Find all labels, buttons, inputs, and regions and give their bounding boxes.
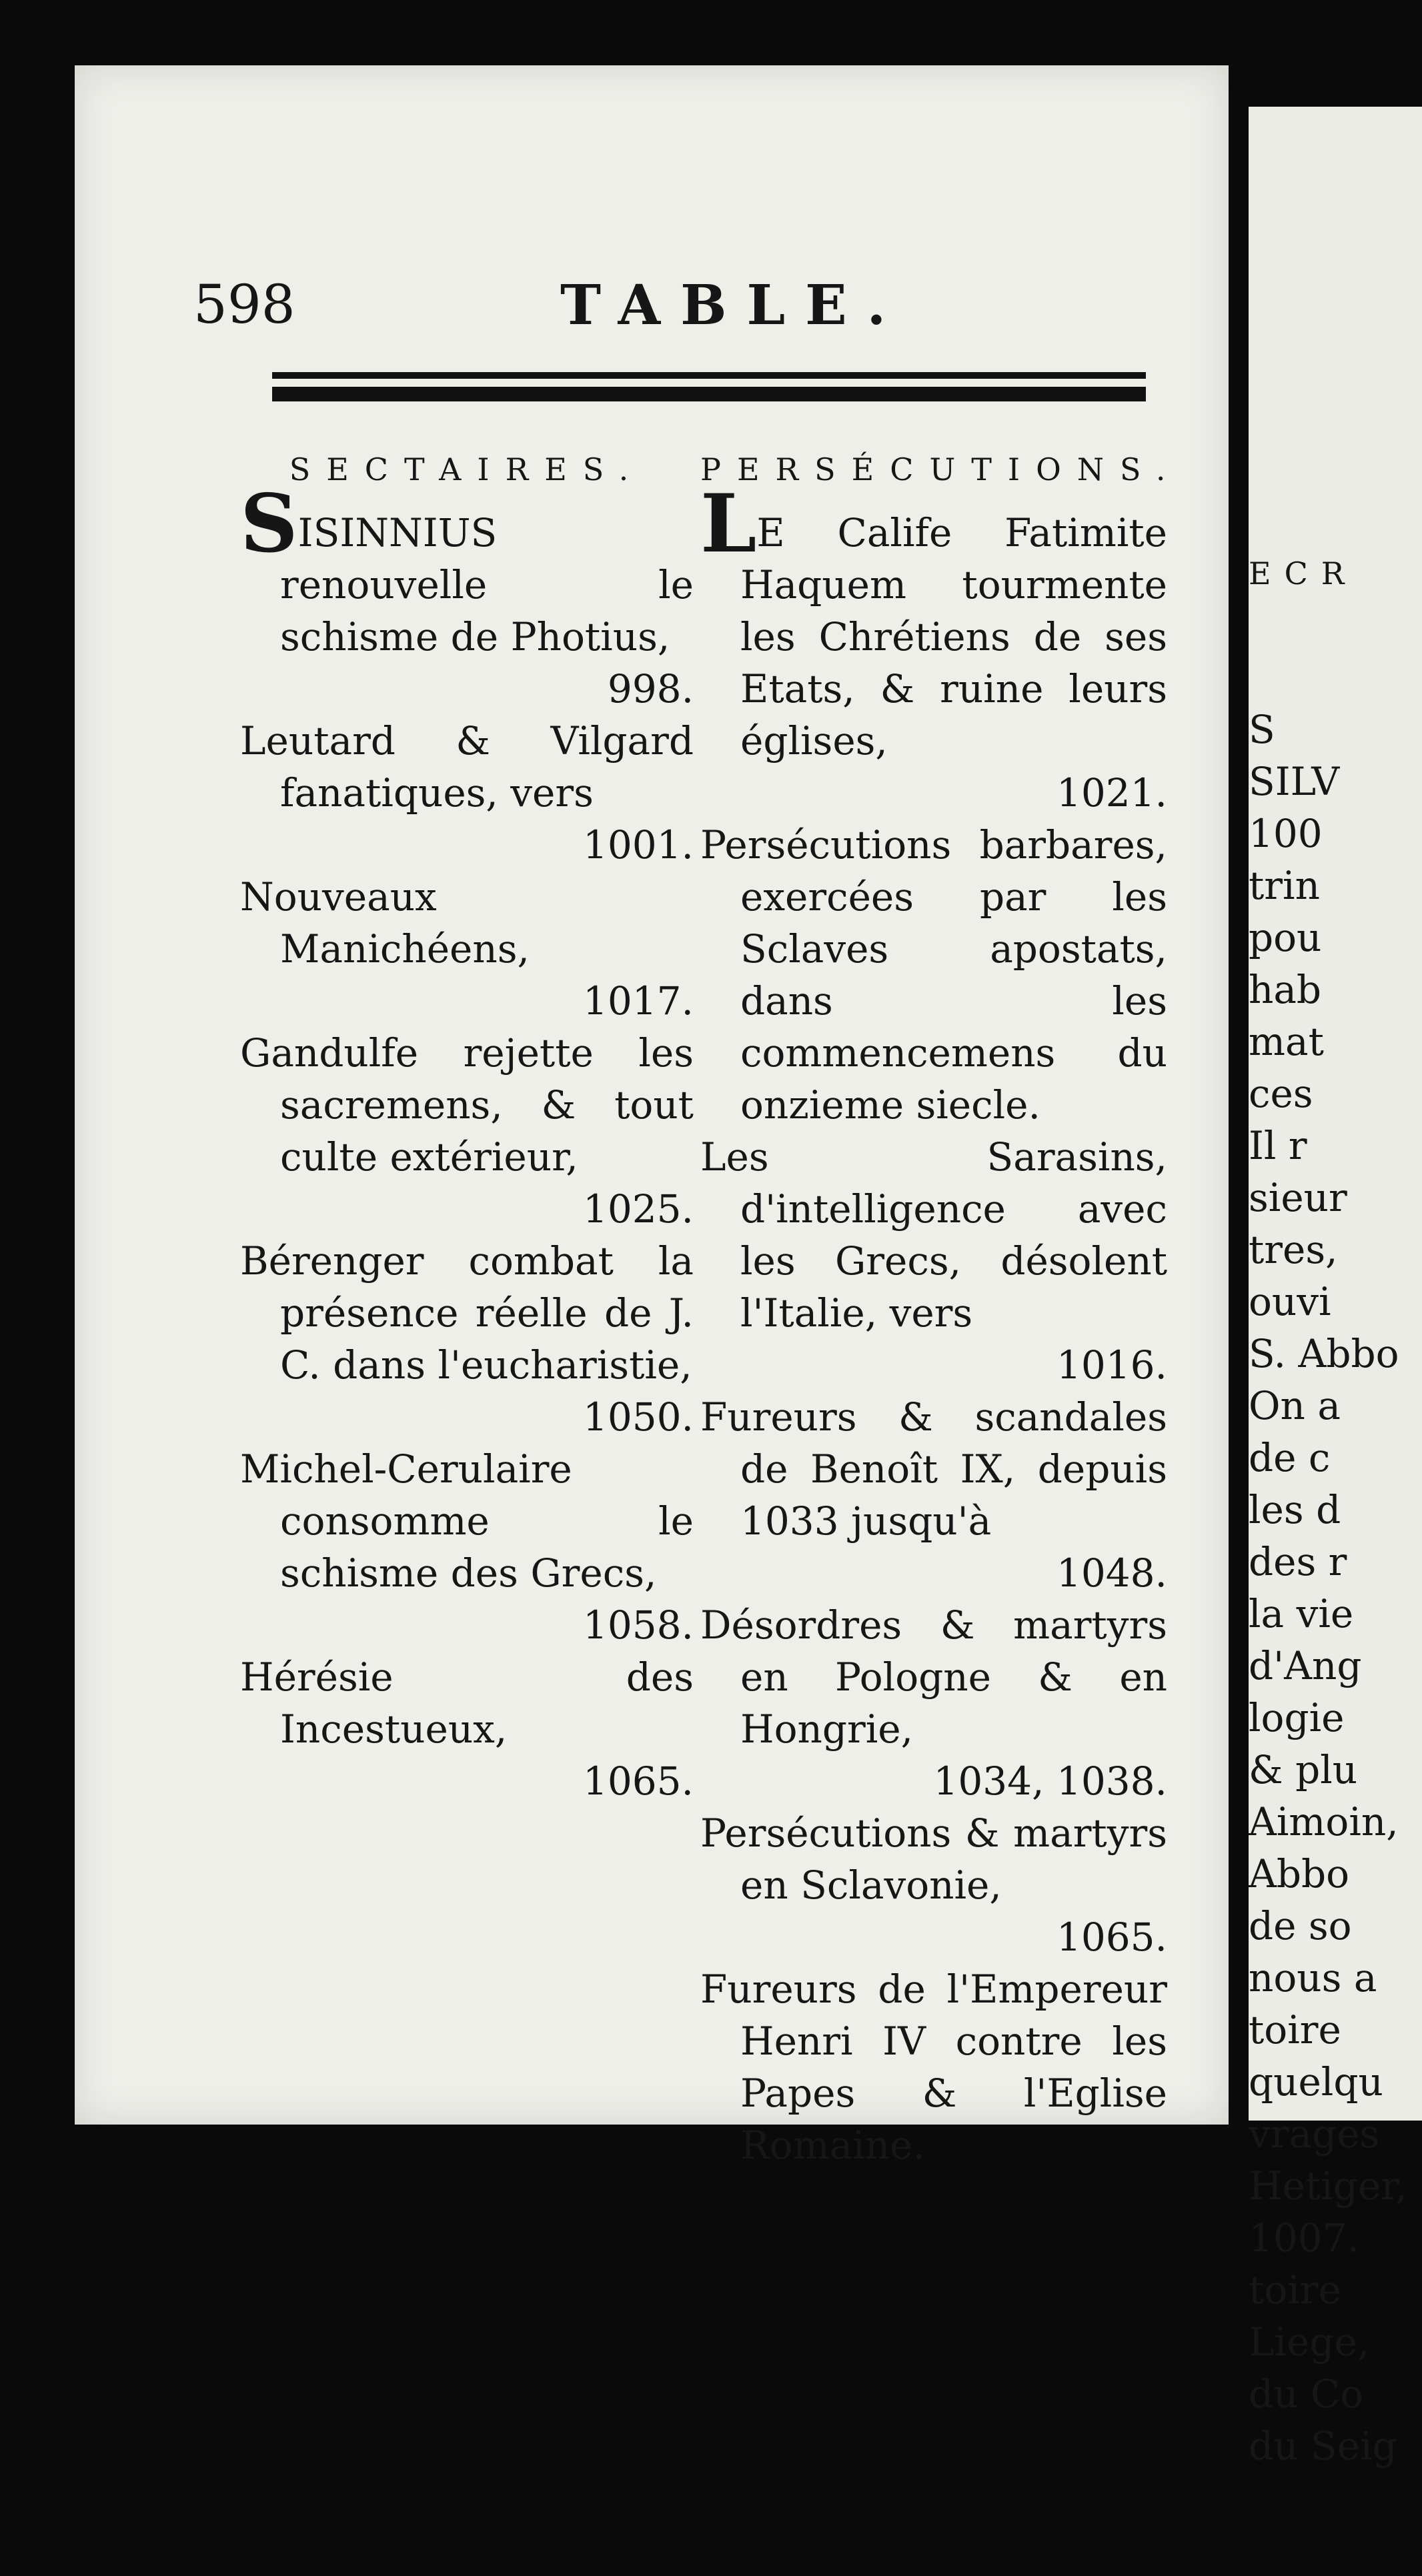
entry-reference: 1001. (582, 822, 694, 868)
facing-line: d'Ang (1249, 1643, 1362, 1688)
table-entry (240, 871, 694, 1027)
facing-line: quelqu (1249, 2059, 1383, 2105)
entry-reference: 1058. (582, 1602, 694, 1648)
table-entry (240, 1027, 694, 1235)
facing-line: toire (1249, 2267, 1341, 2313)
entry-text: Hérésie des Incestueux, (240, 1654, 694, 1752)
entry-reference: 1065. (1056, 1914, 1167, 1960)
facing-line: Abbo (1249, 1851, 1350, 1896)
facing-line: des r (1249, 1539, 1347, 1584)
entry-reference: 1021. (1056, 770, 1167, 816)
table-entry (240, 715, 694, 871)
entry-text: Gandulfe rejette les sacremens, & tout culte extérieur, (240, 1030, 694, 1180)
facing-line: Aimoin, (1249, 1799, 1399, 1844)
entry-list (700, 477, 1167, 2171)
facing-line: sieur (1249, 1175, 1347, 1220)
facing-line: S. Abbo (1249, 1331, 1399, 1376)
table-entry (700, 1131, 1167, 1391)
facing-line: ouvi (1249, 1279, 1331, 1324)
facing-heading: ECR (1249, 555, 1358, 591)
entry-text: Persécutions barbares, exercées par les Sclaves apostats, dans les commencemens du onzieme siecle. (700, 822, 1167, 1128)
facing-line: Liege, (1249, 2319, 1370, 2365)
entry-reference: 1034, 1038. (933, 1758, 1167, 1804)
facing-line: de c (1249, 1435, 1331, 1480)
facing-lines (1249, 704, 1407, 2472)
facing-line: pou (1249, 915, 1322, 960)
entry-reference: 1017. (582, 978, 694, 1024)
facing-line: de so (1249, 1903, 1352, 1949)
table-entry (700, 477, 1167, 819)
facing-line: vrages (1249, 2111, 1380, 2157)
facing-line: les d (1249, 1487, 1341, 1532)
entry-text: Leutard & Vilgard fanatiques, vers (240, 718, 694, 816)
facing-line: S (1249, 707, 1275, 752)
table-entry (240, 1235, 694, 1443)
column-sectaires (240, 443, 694, 1807)
column-heading: PERSÉCUTIONS. (700, 451, 1182, 487)
entry-text: E Calife Fatimite Haquem tourmente les Chrétiens de ses Etats, & ruine leurs églises, (740, 510, 1167, 764)
table-entry (700, 819, 1167, 1131)
table-entry (240, 1443, 694, 1651)
entry-text: Nouveaux Manichéens, (240, 874, 530, 972)
entry-text: Persécutions & martyrs en Sclavonie, (700, 1810, 1167, 1908)
entry-text: Bérenger combat la présence réelle de J. C. dans l'eucharistie, (240, 1238, 694, 1388)
table-entry (700, 1963, 1167, 2171)
entry-list (240, 477, 694, 1807)
entry-reference: 1065. (582, 1758, 694, 1804)
facing-line: Hetiger, (1249, 2163, 1408, 2209)
facing-line: tres, (1249, 1227, 1338, 1272)
table-entry (240, 1651, 694, 1807)
entry-text: Michel-Cerulaire consomme le schisme des Grecs, (240, 1446, 694, 1596)
facing-line: 1007. (1249, 2215, 1360, 2261)
entry-text: ISINNIUS renouvelle le schisme de Photius, (280, 510, 694, 660)
table-entry (700, 1391, 1167, 1599)
facing-line: 100 (1249, 811, 1323, 856)
drop-cap: L (700, 477, 757, 571)
facing-line: mat (1249, 1019, 1324, 1064)
facing-page-text (1249, 443, 1407, 2576)
header-rule (272, 372, 1146, 401)
facing-line: Il r (1249, 1123, 1307, 1168)
facing-line: ces (1249, 1071, 1313, 1116)
entry-reference: 1025. (582, 1186, 694, 1232)
facing-page-edge (1249, 107, 1422, 2469)
facing-line: toire (1249, 2007, 1341, 2053)
entry-text: Fureurs & scandales de Benoît IX, depuis 1033 jusqu'à (700, 1394, 1167, 1544)
facing-line: nous a (1249, 1955, 1377, 2001)
column-heading: SECTAIRES. (289, 451, 645, 487)
entry-reference: 1016. (1056, 1342, 1167, 1388)
facing-line: la vie (1249, 1591, 1354, 1636)
facing-line: & plu (1249, 1747, 1358, 1792)
facing-line: trin (1249, 863, 1320, 908)
entry-reference: 998. (607, 666, 694, 712)
facing-line: logie (1249, 1695, 1345, 1740)
entry-reference: 1050. (582, 1394, 694, 1440)
facing-line: du Co (1249, 2371, 1364, 2417)
entry-reference: 1048. (1056, 1550, 1167, 1596)
facing-line: du Seig (1249, 2423, 1397, 2469)
drop-cap: S (240, 477, 298, 571)
page-number: 598 (193, 273, 295, 335)
column-persecutions (700, 443, 1182, 2171)
entry-text: Fureurs de l'Empereur Henri IV contre les Papes & l'Eglise Romaine. (700, 1967, 1167, 2168)
entry-text: Désordres & martyrs en Pologne & en Hongrie, (700, 1602, 1167, 1752)
facing-line: hab (1249, 967, 1322, 1012)
facing-line: SILV (1249, 759, 1340, 804)
facing-line: On a (1249, 1383, 1341, 1428)
table-entry (700, 1599, 1167, 1807)
table-entry (700, 1807, 1167, 1963)
entry-text: Les Sarasins, d'intelligence avec les Grecs, désolent l'Italie, vers (700, 1134, 1167, 1336)
running-head: TABLE. (560, 273, 906, 337)
table-entry (240, 477, 694, 715)
